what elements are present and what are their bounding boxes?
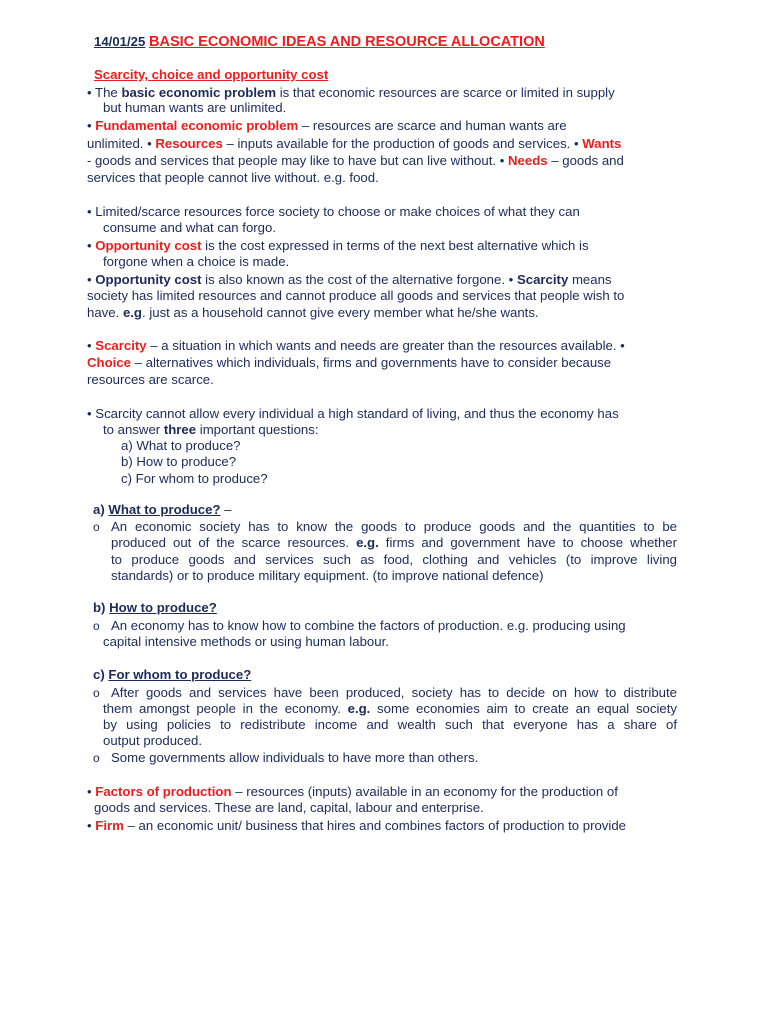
secC-line3: by using policies to redistribute income and wealth such that everyone has a share of bbox=[103, 717, 677, 732]
paragraph-limited-line2: consume and what can forgo. bbox=[103, 220, 277, 235]
text-run: – alternatives which individuals, firms and governments have to consider because bbox=[130, 355, 612, 370]
text-run: is the cost expressed in terms of the next best alternative which is bbox=[201, 238, 589, 253]
term-wants: Wants bbox=[582, 136, 622, 151]
heading-how-to-produce: How to produce? bbox=[109, 600, 217, 615]
term-factors-of-production: Factors of production bbox=[95, 784, 232, 799]
paragraph-limited-line1: • Limited/scarce resources force society to choose or make choices of what they can bbox=[87, 204, 580, 219]
secB-line1: An economy has to know how to combine the factors of production. e.g. producing using bbox=[111, 618, 626, 633]
header-date: 14/01/25 bbox=[94, 34, 146, 49]
term-choice: Choice bbox=[87, 355, 131, 370]
paragraph-fundamental-line3 bbox=[87, 153, 624, 169]
text-run: them amongst people in the economy. bbox=[103, 701, 348, 716]
paragraph-factors-line2: goods and services. These are land, capital, labour and enterprise. bbox=[94, 800, 484, 815]
text-run: • bbox=[87, 338, 96, 353]
text-run: – goods and bbox=[547, 153, 624, 168]
text-run: means bbox=[568, 272, 612, 287]
secC-line2 bbox=[103, 701, 677, 717]
paragraph-questions-line1: • Scarcity cannot allow every individual a high standard of living, and thus the economy has bbox=[87, 406, 619, 421]
term-scarcity: Scarcity bbox=[516, 272, 569, 287]
paragraph-firm-line1 bbox=[87, 818, 626, 834]
paragraph-fundamental-line4: services that people cannot live without. e.g. food. bbox=[87, 170, 379, 185]
text-run: • bbox=[87, 818, 96, 833]
text-run: unlimited. • bbox=[87, 136, 156, 151]
question-item-for-whom: c) For whom to produce? bbox=[121, 471, 268, 486]
paragraph-fundamental-line2 bbox=[87, 136, 621, 152]
secA-line2 bbox=[111, 535, 677, 551]
circle-bullet-icon: o bbox=[93, 751, 100, 765]
circle-bullet-icon: o bbox=[93, 619, 100, 633]
subsection-heading-how bbox=[93, 600, 217, 616]
text-run: some economies aim to create an equal society bbox=[370, 701, 677, 716]
text-run: • bbox=[87, 118, 96, 133]
text-run: to answer bbox=[103, 422, 164, 437]
subsection-heading-for-whom bbox=[93, 667, 251, 683]
text-run: have. bbox=[87, 305, 123, 320]
secA-line4: standards) or to produce military equipment. (to improve national defence) bbox=[111, 568, 544, 583]
paragraph-scarcity-means-line1 bbox=[87, 272, 612, 288]
heading-for-whom-to-produce: For whom to produce? bbox=[108, 667, 252, 682]
document-title: BASIC ECONOMIC IDEAS AND RESOURCE ALLOCATION bbox=[149, 34, 545, 50]
term-needs: Needs bbox=[508, 153, 548, 168]
text-run: c) bbox=[93, 667, 109, 682]
paragraph-scarcity-means-line3 bbox=[87, 305, 539, 321]
section-heading-scarcity: Scarcity, choice and opportunity cost bbox=[94, 67, 329, 82]
subsection-heading-what bbox=[93, 502, 231, 518]
paragraph-factors-line1 bbox=[87, 784, 618, 800]
secB-line2: capital intensive methods or using human labour. bbox=[103, 634, 389, 649]
term-eg: e.g. bbox=[347, 701, 371, 716]
paragraph-scarcity-means-line2: society has limited resources and cannot produce all goods and services that people wish to bbox=[87, 288, 625, 303]
term-opportunity-cost: Opportunity cost bbox=[95, 238, 202, 253]
text-run: - goods and services that people may like to have but can live without. • bbox=[87, 153, 508, 168]
term-opportunity-cost-alt: Opportunity cost bbox=[95, 272, 202, 287]
paragraph-choice-line2: resources are scarce. bbox=[87, 372, 214, 387]
heading-what-to-produce: What to produce? bbox=[108, 502, 221, 517]
term-eg: e.g bbox=[122, 305, 142, 320]
question-item-what: a) What to produce? bbox=[121, 438, 241, 453]
text-run: firms and government have to choose whether bbox=[378, 535, 678, 550]
term-scarcity-red: Scarcity bbox=[95, 338, 147, 353]
text-run: • bbox=[87, 238, 96, 253]
text-run: important questions: bbox=[196, 422, 319, 437]
text-run: a) bbox=[93, 502, 109, 517]
text-run: b) bbox=[93, 600, 110, 615]
secA-line1: An economic society has to know the goods to produce goods and the quantities to be bbox=[111, 519, 677, 534]
text-run: produced out of the scarce resources. bbox=[111, 535, 357, 550]
text-run: – resources are scarce and human wants are bbox=[298, 118, 567, 133]
text-run: • bbox=[87, 272, 96, 287]
paragraph-scarcity-def-line1 bbox=[87, 338, 625, 354]
term-eg: e.g. bbox=[356, 535, 379, 550]
secC-line1: After goods and services have been produced, society has to decide on how to distribute bbox=[111, 685, 677, 700]
term-resources: Resources bbox=[155, 136, 223, 151]
text-run: – an economic unit/ business that hires and combines factors of production to provide bbox=[123, 818, 627, 833]
text-run: – a situation in which wants and needs are greater than the resources available. • bbox=[146, 338, 625, 353]
paragraph-choice-line1 bbox=[87, 355, 611, 371]
term-fundamental-economic-problem: Fundamental economic problem bbox=[95, 118, 299, 133]
secC-line5: Some governments allow individuals to have more than others. bbox=[111, 750, 479, 765]
term-basic-economic-problem: basic economic problem bbox=[121, 85, 277, 100]
text-run: is that economic resources are scarce or limited in supply bbox=[276, 85, 615, 100]
text-run: • bbox=[87, 784, 96, 799]
document-header bbox=[94, 34, 545, 50]
paragraph-opportunity-line2: forgone when a choice is made. bbox=[103, 254, 290, 269]
paragraph-questions-line2 bbox=[103, 422, 319, 438]
paragraph-fundamental-line1 bbox=[87, 118, 567, 134]
secC-line4: output produced. bbox=[103, 733, 202, 748]
text-run: – inputs available for the production of goods and services. • bbox=[222, 136, 583, 151]
paragraph-basic-problem-line2: but human wants are unlimited. bbox=[103, 100, 287, 115]
text-run: – resources (inputs) available in an economy for the production of bbox=[231, 784, 618, 799]
term-three: three bbox=[163, 422, 197, 437]
paragraph-opportunity-line1 bbox=[87, 238, 589, 254]
circle-bullet-icon: o bbox=[93, 686, 100, 700]
circle-bullet-icon: o bbox=[93, 520, 100, 534]
secA-line3: to produce goods and services such as food, clothing and vehicles (to improve living bbox=[111, 552, 677, 567]
text-run: – bbox=[220, 502, 232, 517]
text-run: . just as a household cannot give every member what he/she wants. bbox=[142, 305, 539, 320]
text-run: • The bbox=[87, 85, 122, 100]
text-run: is also known as the cost of the alternative forgone. • bbox=[201, 272, 517, 287]
question-item-how: b) How to produce? bbox=[121, 454, 237, 469]
paragraph-basic-problem-line1 bbox=[87, 85, 615, 101]
term-firm: Firm bbox=[95, 818, 124, 833]
